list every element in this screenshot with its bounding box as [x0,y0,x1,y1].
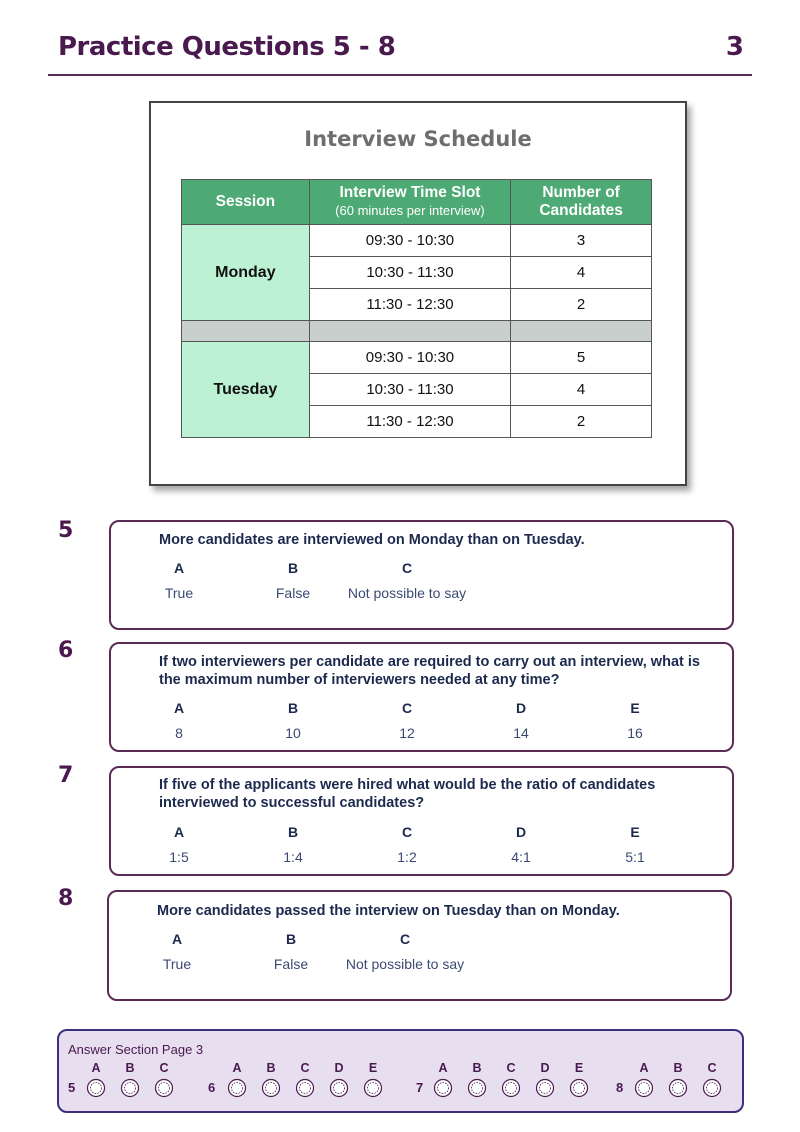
option-value: 1:2 [397,849,417,865]
answer-question-number-6: 6 [208,1080,216,1095]
question-number-6: 6 [58,638,74,663]
count-cell: 2 [511,289,652,321]
answer-letter-7-b: B [472,1061,482,1075]
answer-letter-7-d: D [540,1061,550,1075]
option-letter: D [515,824,527,840]
option-letter: B [287,700,299,716]
option-value: 14 [513,725,529,741]
slot-cell: 11:30 - 12:30 [309,289,510,321]
question-text-8: More candidates passed the interview on Tuesday than on Monday. [157,903,620,919]
option-value: Not possible to say [345,956,465,972]
option-letter: E [630,700,640,716]
option-value: False [275,585,311,601]
session-cell-tuesday: Tuesday [182,342,310,438]
count-cell: 5 [511,342,652,374]
count-cell: 2 [511,406,652,438]
option-letter: C [401,824,413,840]
answer-letter-7-e: E [574,1061,584,1075]
option-e[interactable] [555,824,715,865]
option-letter: B [287,824,299,840]
option-value: 1:5 [169,849,189,865]
question-number-7: 7 [58,763,74,788]
option-letter: D [515,700,527,716]
option-value: 16 [627,725,643,741]
question-box-8 [107,890,732,1001]
option-letter: B [285,931,297,947]
answer-section-title: Answer Section Page 3 [68,1042,204,1057]
option-value: 4:1 [511,849,531,865]
question-number-5: 5 [58,518,74,543]
slot-cell: 10:30 - 11:30 [309,374,510,406]
answer-bubble-icon[interactable] [261,1078,281,1098]
schedule-header-row [182,180,652,225]
schedule-card [149,101,687,486]
count-cell: 3 [511,225,652,257]
question-text-5: More candidates are interviewed on Monday than on Tuesday. [159,532,585,548]
count-cell: 4 [511,257,652,289]
answer-letter-6-c: C [300,1061,310,1075]
slot-cell: 09:30 - 10:30 [309,225,510,257]
answer-letter-8-c: C [707,1061,717,1075]
option-letter: C [399,931,411,947]
option-value: 8 [175,725,183,741]
answer-letter-7-c: C [506,1061,516,1075]
column-header-slot: Interview Time Slot (60 minutes per interview) [309,180,510,225]
option-value: 12 [399,725,415,741]
option-letter: A [173,560,185,576]
answer-letter-7-a: A [438,1061,448,1075]
table-row [182,225,652,257]
option-letter: C [401,560,413,576]
option-value: 5:1 [625,849,645,865]
answer-bubble-icon[interactable] [668,1078,688,1098]
answer-bubble-icon[interactable] [120,1078,140,1098]
answer-letter-5-b: B [125,1061,135,1075]
answer-question-number-7: 7 [416,1080,424,1095]
answer-bubble-icon[interactable] [467,1078,487,1098]
session-cell-monday: Monday [182,225,310,321]
option-letter: A [173,700,185,716]
option-e[interactable] [555,700,715,741]
option-value: True [162,956,192,972]
option-letter: B [287,560,299,576]
slot-cell: 09:30 - 10:30 [309,342,510,374]
option-letter: E [630,824,640,840]
question-text-6: If two interviewers per candidate are required to carry out an interview, what is the maximum number of interviewers needed at any time? [159,654,700,688]
question-text-7: If five of the applicants were hired what would be the ratio of candidates interviewed to successful candidates? [159,777,656,811]
page-header [48,30,752,76]
answer-letter-6-a: A [232,1061,242,1075]
answer-bubble-icon[interactable] [501,1078,521,1098]
option-value: Not possible to say [347,585,467,601]
answer-letter-5-a: A [91,1061,101,1075]
answer-letter-6-b: B [266,1061,276,1075]
schedule-table [181,179,652,438]
option-value: False [273,956,309,972]
answer-letter-6-d: D [334,1061,344,1075]
answer-bubble-icon[interactable] [363,1078,383,1098]
answer-bubble-icon[interactable] [154,1078,174,1098]
option-value: 10 [285,725,301,741]
schedule-title: Interview Schedule [304,127,532,151]
option-c[interactable] [327,560,487,601]
question-box-5 [109,520,734,630]
answer-question-number-8: 8 [616,1080,624,1095]
page-title: Practice Questions 5 - 8 [58,32,396,62]
answer-bubble-icon[interactable] [329,1078,349,1098]
slot-cell: 11:30 - 12:30 [309,406,510,438]
answer-letter-8-a: A [639,1061,649,1075]
answer-bubble-icon[interactable] [295,1078,315,1098]
option-letter: A [171,931,183,947]
answer-bubble-icon[interactable] [86,1078,106,1098]
question-number-8: 8 [58,886,74,911]
answer-bubble-icon[interactable] [535,1078,555,1098]
answer-bubble-icon[interactable] [702,1078,722,1098]
option-c[interactable] [325,931,485,972]
table-spacer-row [182,321,652,342]
column-header-session: Session [182,180,310,225]
question-box-7 [109,766,734,876]
answer-question-number-5: 5 [68,1080,76,1095]
option-value: 1:4 [283,849,303,865]
page-number: 3 [725,32,744,62]
question-box-6 [109,642,734,752]
answer-bubble-icon[interactable] [433,1078,453,1098]
answer-letter-6-e: E [368,1061,378,1075]
answer-bubble-icon[interactable] [634,1078,654,1098]
slot-cell: 10:30 - 11:30 [309,257,510,289]
column-header-count: Number of Candidates [511,180,652,225]
option-letter: C [401,700,413,716]
answer-letter-8-b: B [673,1061,683,1075]
answer-bubble-icon[interactable] [227,1078,247,1098]
answer-section [57,1029,744,1113]
option-letter: A [173,824,185,840]
count-cell: 4 [511,374,652,406]
option-value: True [164,585,194,601]
column-header-slot-subtitle: (60 minutes per interview) [335,203,485,218]
table-row [182,342,652,374]
answer-letter-5-c: C [159,1061,169,1075]
answer-bubble-icon[interactable] [569,1078,589,1098]
